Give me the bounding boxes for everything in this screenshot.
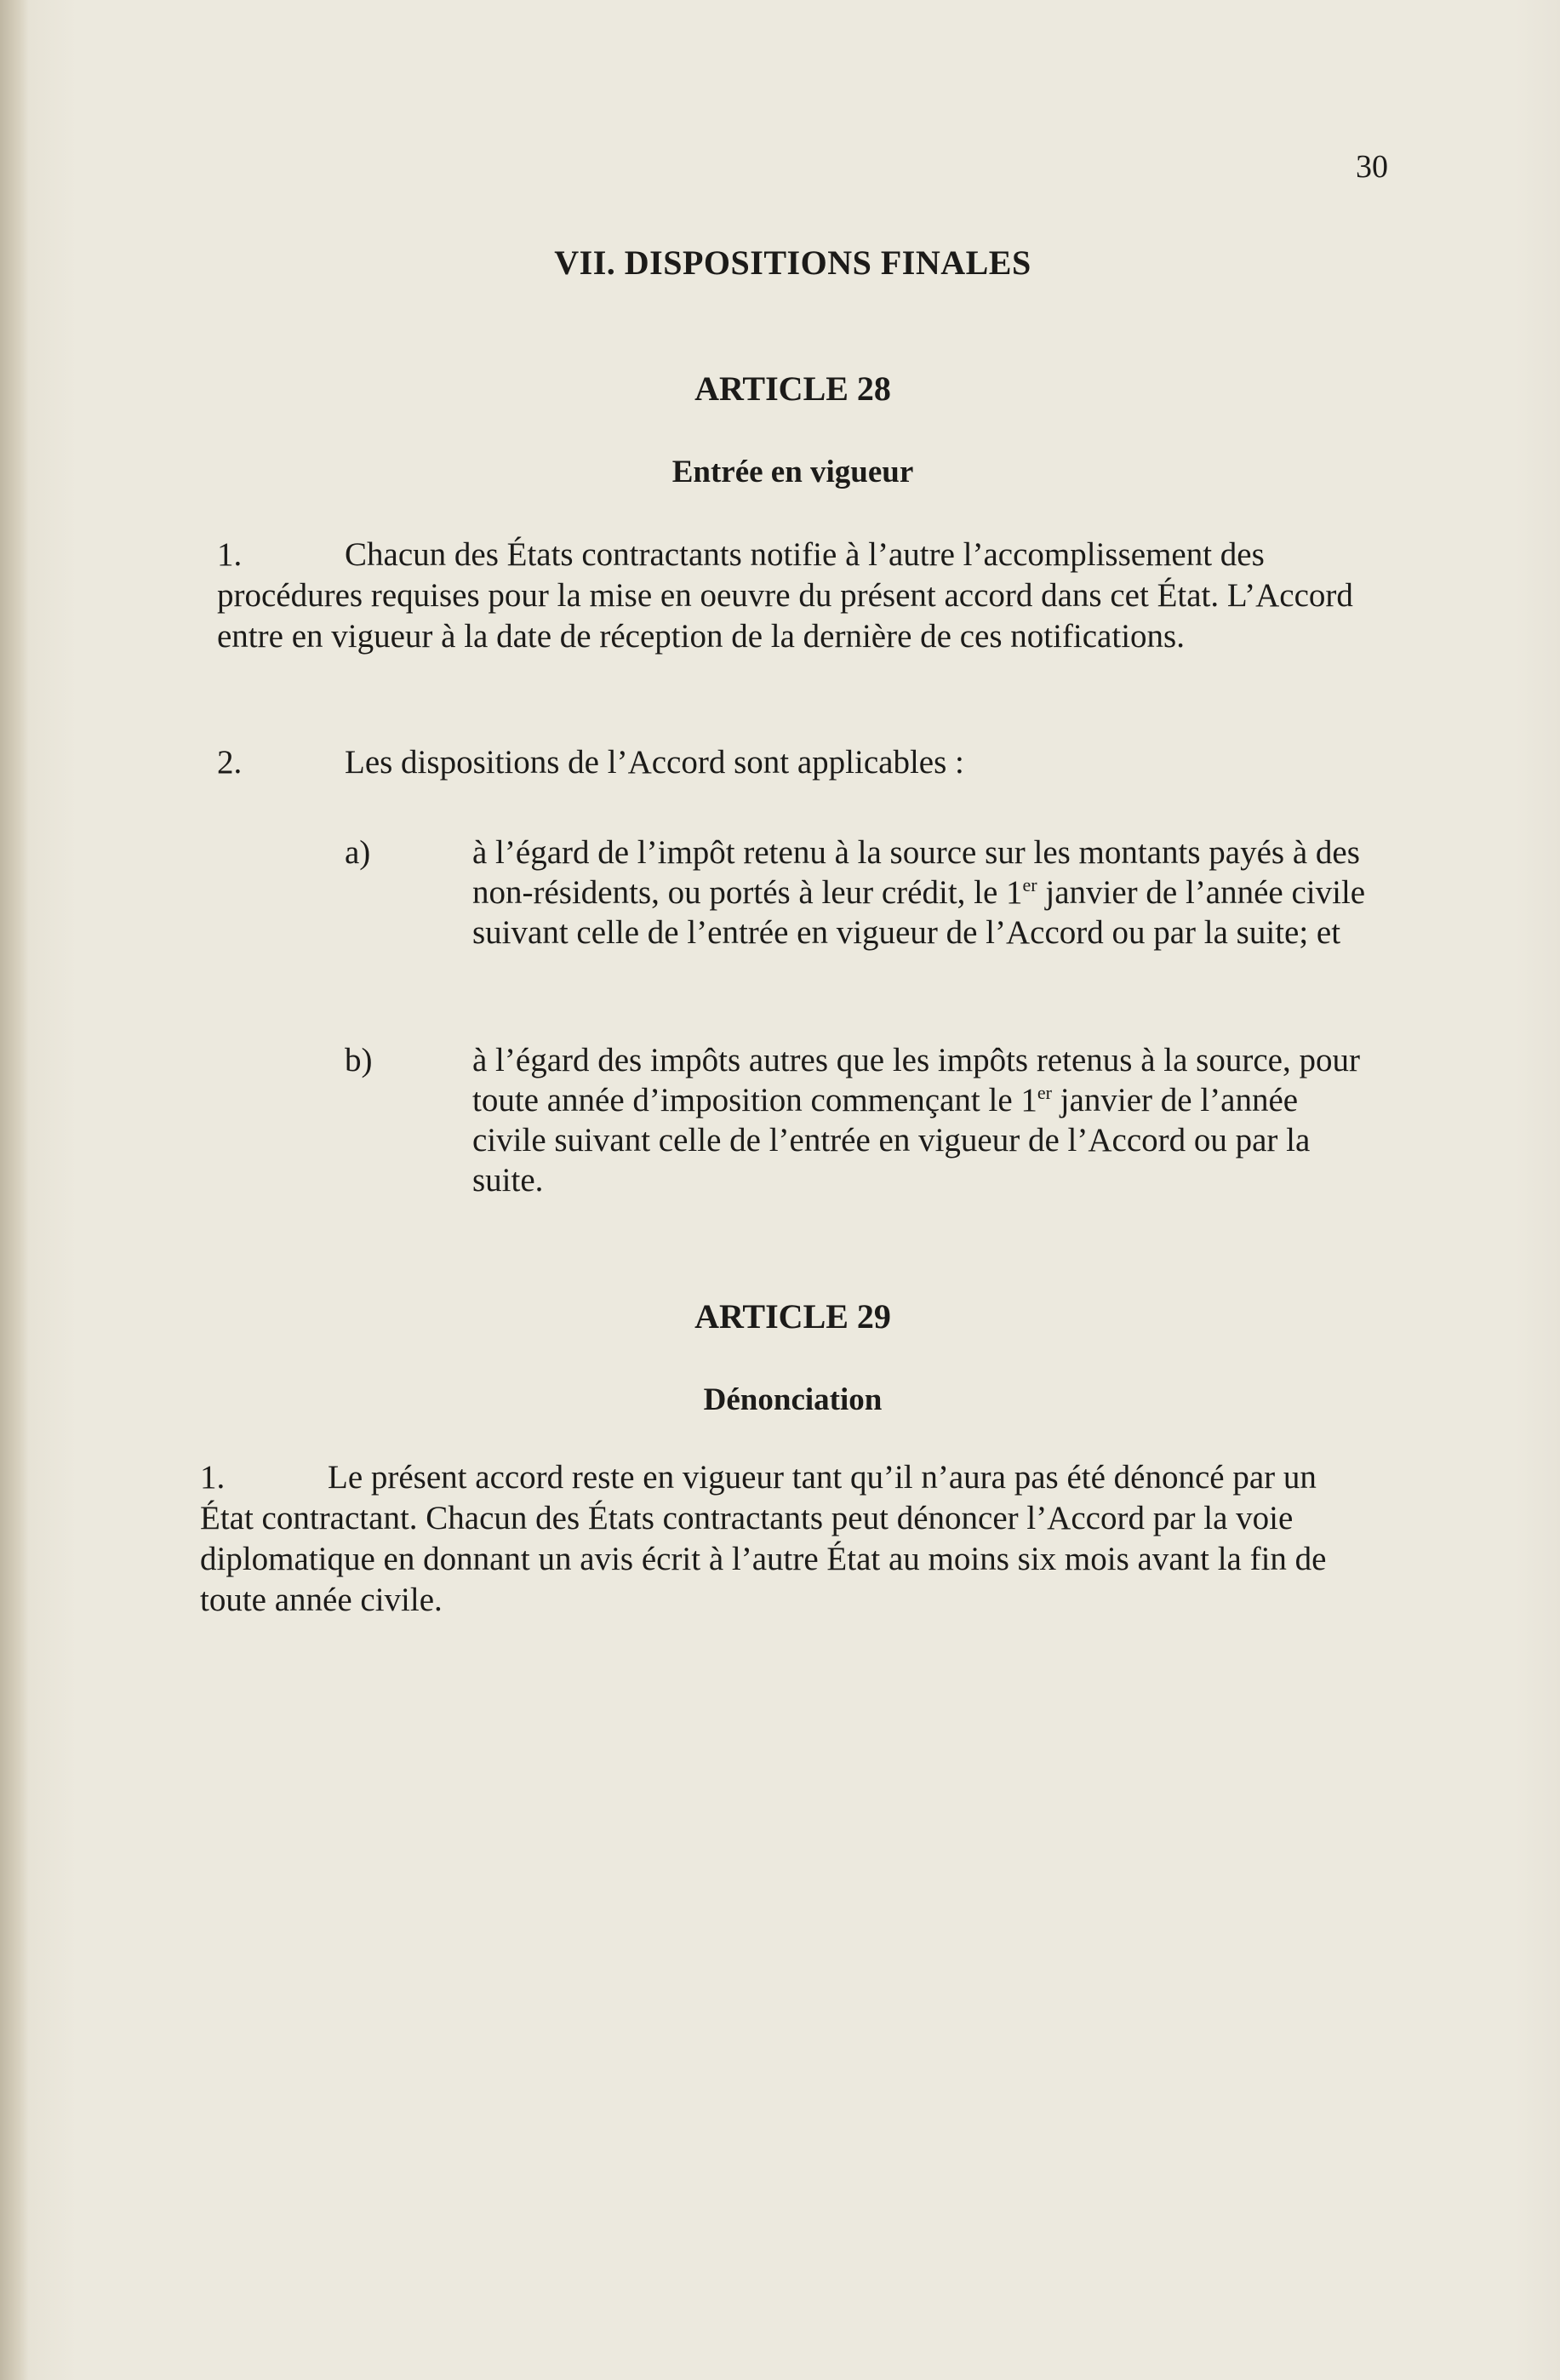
- article-28-item-b: [345, 1040, 1383, 1210]
- item-text-start: à l’égard de l’impôt retenu à la source sur les montants payés à des non-résidents, ou portés à leur crédit, le 1: [472, 834, 1360, 911]
- article-29-subtitle: Dénonciation: [703, 1382, 883, 1417]
- item-label: a): [345, 834, 371, 871]
- article-28-paragraph-2: [217, 742, 1366, 783]
- page-gutter-shadow: [0, 0, 29, 2380]
- paragraph-number: 2.: [217, 744, 243, 781]
- item-text-start: à l’égard des impôts autres que les impôts retenus à la source, pour toute année d’imposition commençant le 1: [472, 1042, 1360, 1118]
- item-text-end: janvier de l’année civile suivant celle de l’entrée en vigueur de l’Accord ou par la suite.: [472, 1082, 1311, 1199]
- item-text: [472, 832, 1374, 953]
- paragraph-number: 1.: [217, 536, 243, 573]
- article-28-item-a: [345, 832, 1383, 1003]
- page-number: 30: [1356, 149, 1388, 185]
- item-text-end: janvier de l’année civile suivant celle de l’entrée en vigueur de l’Accord ou par la suite; et: [472, 874, 1366, 951]
- paragraph-text: Chacun des États contractants notifie à l’autre l’accomplissement des procédures requises pour la mise en oeuvre du présent accord dans cet État. L’Accord entre en vigueur à la date de réception de la dernière de ces notifications.: [217, 536, 1353, 655]
- item-text: [472, 1040, 1374, 1200]
- section-heading: VII. DISPOSITIONS FINALES: [554, 243, 1031, 282]
- paragraph-number: 1.: [200, 1459, 226, 1496]
- item-label: b): [345, 1042, 373, 1078]
- article-28-title: ARTICLE 28: [694, 369, 891, 408]
- article-29-title: ARTICLE 29: [694, 1297, 891, 1336]
- superscript: er: [1022, 874, 1037, 895]
- article-29-paragraph-1: [200, 1457, 1366, 1621]
- article-28-subtitle: Entrée en vigueur: [671, 455, 914, 489]
- superscript: er: [1037, 1082, 1052, 1103]
- paragraph-text: Les dispositions de l’Accord sont applicables :: [345, 744, 964, 781]
- article-28-paragraph-1: [217, 535, 1366, 657]
- paragraph-text: Le présent accord reste en vigueur tant qu’il n’aura pas été dénoncé par un État contractant. Chacun des États contractants peut dénoncer l’Accord par la voie diplomatique en donnant un avis écrit à l’autre État au moins six mois avant la fin de toute année civile.: [200, 1459, 1327, 1618]
